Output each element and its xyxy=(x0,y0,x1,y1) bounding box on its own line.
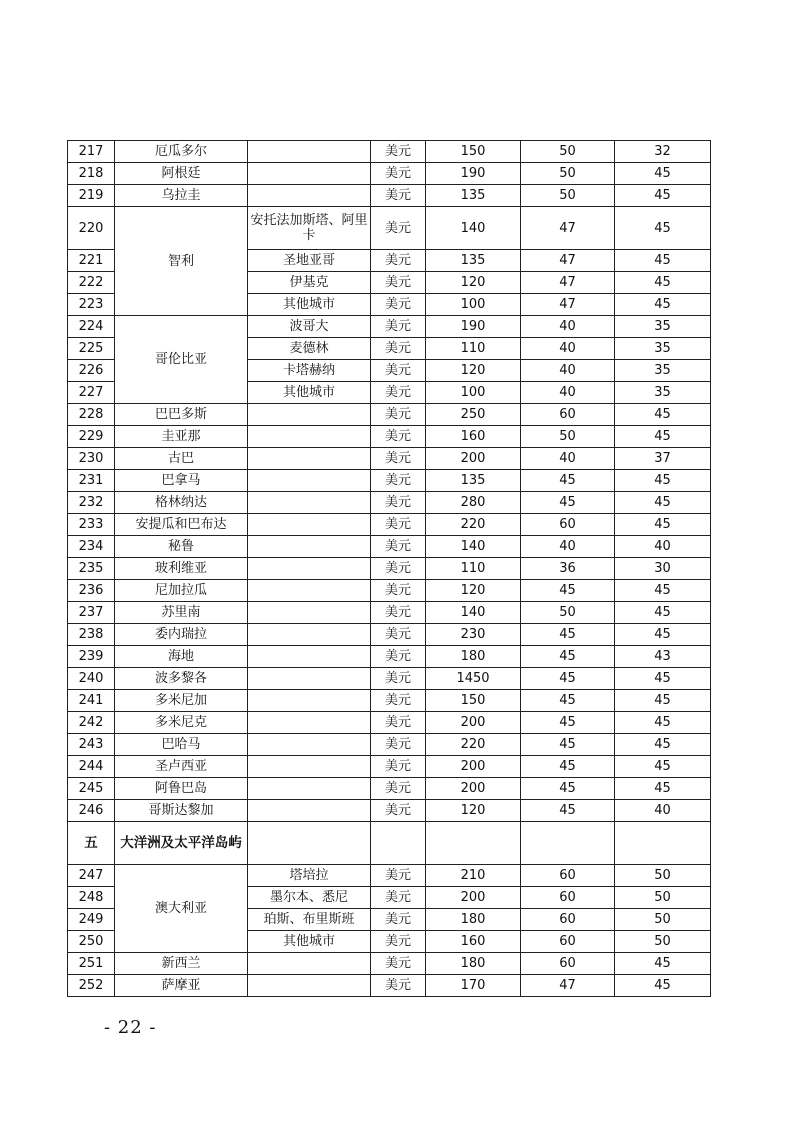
value-b-cell: 60 xyxy=(521,514,615,536)
currency-cell: 美元 xyxy=(371,602,426,624)
country-cell: 阿鲁巴岛 xyxy=(115,778,248,800)
value-c-cell: 30 xyxy=(615,558,711,580)
currency-cell: 美元 xyxy=(371,426,426,448)
table-row xyxy=(68,712,711,734)
country-cell: 波多黎各 xyxy=(115,668,248,690)
table-row xyxy=(68,141,711,163)
country-cell: 秘鲁 xyxy=(115,536,248,558)
table-row xyxy=(68,426,711,448)
value-c-cell: 45 xyxy=(615,668,711,690)
table-row xyxy=(68,734,711,756)
currency-cell: 美元 xyxy=(371,800,426,822)
value-b-cell: 60 xyxy=(521,865,615,887)
value-c-cell: 35 xyxy=(615,316,711,338)
row-number-cell: 238 xyxy=(68,624,115,646)
value-c-cell: 50 xyxy=(615,887,711,909)
value-c-cell: 45 xyxy=(615,207,711,250)
currency-cell: 美元 xyxy=(371,909,426,931)
table-row xyxy=(68,975,711,997)
empty-cell xyxy=(248,822,371,865)
value-c-cell: 35 xyxy=(615,382,711,404)
city-cell xyxy=(248,514,371,536)
table-row xyxy=(68,207,711,250)
table-row xyxy=(68,492,711,514)
value-c-cell: 45 xyxy=(615,404,711,426)
currency-cell: 美元 xyxy=(371,690,426,712)
value-b-cell: 45 xyxy=(521,712,615,734)
row-number-cell: 247 xyxy=(68,865,115,887)
currency-cell: 美元 xyxy=(371,536,426,558)
row-number-cell: 234 xyxy=(68,536,115,558)
country-cell: 委内瑞拉 xyxy=(115,624,248,646)
value-b-cell: 45 xyxy=(521,492,615,514)
empty-cell xyxy=(521,822,615,865)
value-a-cell: 150 xyxy=(426,690,521,712)
value-c-cell: 45 xyxy=(615,163,711,185)
currency-cell: 美元 xyxy=(371,624,426,646)
value-a-cell: 170 xyxy=(426,975,521,997)
city-cell: 其他城市 xyxy=(248,382,371,404)
value-c-cell: 45 xyxy=(615,712,711,734)
currency-cell: 美元 xyxy=(371,712,426,734)
value-a-cell: 140 xyxy=(426,207,521,250)
value-c-cell: 45 xyxy=(615,580,711,602)
currency-cell: 美元 xyxy=(371,668,426,690)
currency-cell: 美元 xyxy=(371,338,426,360)
value-b-cell: 50 xyxy=(521,141,615,163)
value-a-cell: 280 xyxy=(426,492,521,514)
row-number-cell: 246 xyxy=(68,800,115,822)
row-number-cell: 250 xyxy=(68,931,115,953)
row-number-cell: 225 xyxy=(68,338,115,360)
row-number-cell: 243 xyxy=(68,734,115,756)
value-a-cell: 110 xyxy=(426,338,521,360)
value-c-cell: 45 xyxy=(615,272,711,294)
country-cell: 萨摩亚 xyxy=(115,975,248,997)
currency-cell: 美元 xyxy=(371,975,426,997)
table-body xyxy=(68,141,711,997)
city-cell: 墨尔本、悉尼 xyxy=(248,887,371,909)
city-cell: 圣地亚哥 xyxy=(248,250,371,272)
currency-cell: 美元 xyxy=(371,734,426,756)
value-b-cell: 45 xyxy=(521,470,615,492)
currency-cell: 美元 xyxy=(371,580,426,602)
city-cell: 伊基克 xyxy=(248,272,371,294)
currency-cell: 美元 xyxy=(371,778,426,800)
value-c-cell: 45 xyxy=(615,492,711,514)
country-cell: 圣卢西亚 xyxy=(115,756,248,778)
value-c-cell: 45 xyxy=(615,294,711,316)
city-cell xyxy=(248,712,371,734)
value-a-cell: 210 xyxy=(426,865,521,887)
value-c-cell: 50 xyxy=(615,931,711,953)
table-row xyxy=(68,448,711,470)
country-cell: 古巴 xyxy=(115,448,248,470)
country-cell: 圭亚那 xyxy=(115,426,248,448)
value-b-cell: 60 xyxy=(521,887,615,909)
city-cell xyxy=(248,426,371,448)
city-cell xyxy=(248,756,371,778)
currency-cell: 美元 xyxy=(371,931,426,953)
currency-cell: 美元 xyxy=(371,207,426,250)
city-cell xyxy=(248,163,371,185)
currency-cell: 美元 xyxy=(371,756,426,778)
city-cell xyxy=(248,734,371,756)
value-b-cell: 45 xyxy=(521,778,615,800)
country-cell: 阿根廷 xyxy=(115,163,248,185)
value-a-cell: 180 xyxy=(426,909,521,931)
currency-cell: 美元 xyxy=(371,185,426,207)
city-cell xyxy=(248,668,371,690)
city-cell: 麦德林 xyxy=(248,338,371,360)
value-c-cell: 45 xyxy=(615,250,711,272)
value-a-cell: 230 xyxy=(426,624,521,646)
value-c-cell: 35 xyxy=(615,338,711,360)
currency-cell: 美元 xyxy=(371,492,426,514)
row-number-cell: 245 xyxy=(68,778,115,800)
country-cell: 乌拉圭 xyxy=(115,185,248,207)
value-c-cell: 37 xyxy=(615,448,711,470)
value-c-cell: 43 xyxy=(615,646,711,668)
country-cell: 巴哈马 xyxy=(115,734,248,756)
row-number-cell: 252 xyxy=(68,975,115,997)
value-c-cell: 35 xyxy=(615,360,711,382)
row-number-cell: 226 xyxy=(68,360,115,382)
table-row xyxy=(68,580,711,602)
value-a-cell: 120 xyxy=(426,580,521,602)
value-a-cell: 135 xyxy=(426,185,521,207)
city-cell xyxy=(248,602,371,624)
value-a-cell: 120 xyxy=(426,360,521,382)
country-cell: 澳大利亚 xyxy=(115,865,248,953)
value-b-cell: 50 xyxy=(521,163,615,185)
row-number-cell: 240 xyxy=(68,668,115,690)
table-row xyxy=(68,470,711,492)
country-cell: 哥斯达黎加 xyxy=(115,800,248,822)
city-cell: 卡塔赫纳 xyxy=(248,360,371,382)
currency-cell: 美元 xyxy=(371,887,426,909)
table-row xyxy=(68,865,711,887)
currency-cell: 美元 xyxy=(371,514,426,536)
row-number-cell: 227 xyxy=(68,382,115,404)
value-b-cell: 60 xyxy=(521,404,615,426)
table-row xyxy=(68,163,711,185)
currency-cell: 美元 xyxy=(371,448,426,470)
table-row xyxy=(68,646,711,668)
value-a-cell: 100 xyxy=(426,294,521,316)
value-c-cell: 32 xyxy=(615,141,711,163)
value-c-cell: 50 xyxy=(615,909,711,931)
allowance-table xyxy=(67,140,711,997)
city-cell xyxy=(248,558,371,580)
section-row xyxy=(68,822,711,865)
city-cell xyxy=(248,646,371,668)
value-a-cell: 220 xyxy=(426,514,521,536)
city-cell xyxy=(248,141,371,163)
city-cell xyxy=(248,492,371,514)
country-cell: 厄瓜多尔 xyxy=(115,141,248,163)
value-b-cell: 40 xyxy=(521,360,615,382)
value-a-cell: 180 xyxy=(426,646,521,668)
row-number-cell: 235 xyxy=(68,558,115,580)
table-row xyxy=(68,953,711,975)
table-row xyxy=(68,778,711,800)
row-number-cell: 232 xyxy=(68,492,115,514)
value-b-cell: 40 xyxy=(521,536,615,558)
value-a-cell: 160 xyxy=(426,931,521,953)
city-cell xyxy=(248,185,371,207)
country-cell: 安提瓜和巴布达 xyxy=(115,514,248,536)
value-b-cell: 60 xyxy=(521,931,615,953)
table-row xyxy=(68,404,711,426)
value-b-cell: 50 xyxy=(521,185,615,207)
table-row xyxy=(68,800,711,822)
country-cell: 格林纳达 xyxy=(115,492,248,514)
currency-cell: 美元 xyxy=(371,163,426,185)
value-c-cell: 45 xyxy=(615,734,711,756)
value-a-cell: 200 xyxy=(426,712,521,734)
row-number-cell: 229 xyxy=(68,426,115,448)
value-a-cell: 200 xyxy=(426,448,521,470)
value-b-cell: 47 xyxy=(521,975,615,997)
value-a-cell: 190 xyxy=(426,316,521,338)
country-cell: 海地 xyxy=(115,646,248,668)
table-row xyxy=(68,602,711,624)
value-b-cell: 47 xyxy=(521,207,615,250)
value-b-cell: 40 xyxy=(521,338,615,360)
row-number-cell: 219 xyxy=(68,185,115,207)
table-row xyxy=(68,624,711,646)
country-cell: 哥伦比亚 xyxy=(115,316,248,404)
row-number-cell: 217 xyxy=(68,141,115,163)
city-cell xyxy=(248,975,371,997)
value-a-cell: 200 xyxy=(426,778,521,800)
value-c-cell: 45 xyxy=(615,778,711,800)
row-number-cell: 231 xyxy=(68,470,115,492)
row-number-cell: 244 xyxy=(68,756,115,778)
value-b-cell: 40 xyxy=(521,316,615,338)
country-cell: 多米尼克 xyxy=(115,712,248,734)
row-number-cell: 220 xyxy=(68,207,115,250)
value-c-cell: 40 xyxy=(615,536,711,558)
value-c-cell: 40 xyxy=(615,800,711,822)
value-b-cell: 47 xyxy=(521,272,615,294)
country-cell: 尼加拉瓜 xyxy=(115,580,248,602)
city-cell xyxy=(248,778,371,800)
row-number-cell: 228 xyxy=(68,404,115,426)
city-cell: 其他城市 xyxy=(248,294,371,316)
row-number-cell: 233 xyxy=(68,514,115,536)
row-number-cell: 249 xyxy=(68,909,115,931)
value-a-cell: 110 xyxy=(426,558,521,580)
value-b-cell: 60 xyxy=(521,909,615,931)
value-b-cell: 45 xyxy=(521,580,615,602)
value-a-cell: 160 xyxy=(426,426,521,448)
value-c-cell: 45 xyxy=(615,690,711,712)
currency-cell: 美元 xyxy=(371,382,426,404)
empty-cell xyxy=(371,822,426,865)
value-b-cell: 50 xyxy=(521,602,615,624)
currency-cell: 美元 xyxy=(371,250,426,272)
value-a-cell: 135 xyxy=(426,250,521,272)
value-b-cell: 45 xyxy=(521,624,615,646)
value-b-cell: 45 xyxy=(521,690,615,712)
country-cell: 新西兰 xyxy=(115,953,248,975)
value-b-cell: 40 xyxy=(521,448,615,470)
value-a-cell: 200 xyxy=(426,887,521,909)
city-cell: 珀斯、布里斯班 xyxy=(248,909,371,931)
value-a-cell: 120 xyxy=(426,272,521,294)
city-cell xyxy=(248,536,371,558)
city-cell xyxy=(248,953,371,975)
city-cell: 安托法加斯塔、阿里卡 xyxy=(248,207,371,250)
value-c-cell: 45 xyxy=(615,624,711,646)
currency-cell: 美元 xyxy=(371,470,426,492)
row-number-cell: 237 xyxy=(68,602,115,624)
table-row xyxy=(68,668,711,690)
row-number-cell: 221 xyxy=(68,250,115,272)
value-b-cell: 45 xyxy=(521,756,615,778)
value-b-cell: 40 xyxy=(521,382,615,404)
value-a-cell: 120 xyxy=(426,800,521,822)
value-b-cell: 47 xyxy=(521,250,615,272)
table-row xyxy=(68,536,711,558)
value-b-cell: 60 xyxy=(521,953,615,975)
page-number: - 22 - xyxy=(104,1017,157,1038)
row-number-cell: 242 xyxy=(68,712,115,734)
table-row xyxy=(68,756,711,778)
value-c-cell: 45 xyxy=(615,426,711,448)
section-number-cell: 五 xyxy=(68,822,115,865)
row-number-cell: 222 xyxy=(68,272,115,294)
currency-cell: 美元 xyxy=(371,141,426,163)
city-cell xyxy=(248,800,371,822)
value-c-cell: 45 xyxy=(615,602,711,624)
row-number-cell: 239 xyxy=(68,646,115,668)
table-row xyxy=(68,558,711,580)
city-cell xyxy=(248,690,371,712)
value-c-cell: 50 xyxy=(615,865,711,887)
country-cell: 多米尼加 xyxy=(115,690,248,712)
currency-cell: 美元 xyxy=(371,953,426,975)
country-cell: 巴拿马 xyxy=(115,470,248,492)
empty-cell xyxy=(426,822,521,865)
row-number-cell: 223 xyxy=(68,294,115,316)
value-a-cell: 140 xyxy=(426,602,521,624)
value-c-cell: 45 xyxy=(615,975,711,997)
country-cell: 巴巴多斯 xyxy=(115,404,248,426)
currency-cell: 美元 xyxy=(371,316,426,338)
currency-cell: 美元 xyxy=(371,558,426,580)
currency-cell: 美元 xyxy=(371,404,426,426)
value-b-cell: 45 xyxy=(521,734,615,756)
row-number-cell: 230 xyxy=(68,448,115,470)
table-row xyxy=(68,316,711,338)
value-b-cell: 36 xyxy=(521,558,615,580)
empty-cell xyxy=(615,822,711,865)
country-cell: 苏里南 xyxy=(115,602,248,624)
row-number-cell: 251 xyxy=(68,953,115,975)
currency-cell: 美元 xyxy=(371,272,426,294)
city-cell: 波哥大 xyxy=(248,316,371,338)
value-c-cell: 45 xyxy=(615,514,711,536)
value-c-cell: 45 xyxy=(615,470,711,492)
value-a-cell: 220 xyxy=(426,734,521,756)
currency-cell: 美元 xyxy=(371,646,426,668)
currency-cell: 美元 xyxy=(371,360,426,382)
value-c-cell: 45 xyxy=(615,185,711,207)
city-cell xyxy=(248,404,371,426)
value-b-cell: 45 xyxy=(521,646,615,668)
value-c-cell: 45 xyxy=(615,756,711,778)
value-b-cell: 47 xyxy=(521,294,615,316)
value-a-cell: 180 xyxy=(426,953,521,975)
table-row xyxy=(68,514,711,536)
country-cell: 智利 xyxy=(115,207,248,316)
city-cell: 其他城市 xyxy=(248,931,371,953)
table-row xyxy=(68,690,711,712)
value-c-cell: 45 xyxy=(615,953,711,975)
row-number-cell: 236 xyxy=(68,580,115,602)
value-b-cell: 50 xyxy=(521,426,615,448)
city-cell xyxy=(248,470,371,492)
value-a-cell: 190 xyxy=(426,163,521,185)
country-cell: 玻利维亚 xyxy=(115,558,248,580)
value-b-cell: 45 xyxy=(521,800,615,822)
city-cell: 塔培拉 xyxy=(248,865,371,887)
section-title-cell: 大洋洲及太平洋岛屿 xyxy=(115,822,248,865)
value-a-cell: 100 xyxy=(426,382,521,404)
row-number-cell: 218 xyxy=(68,163,115,185)
table-row xyxy=(68,185,711,207)
city-cell xyxy=(248,580,371,602)
currency-cell: 美元 xyxy=(371,865,426,887)
currency-cell: 美元 xyxy=(371,294,426,316)
value-a-cell: 200 xyxy=(426,756,521,778)
value-a-cell: 150 xyxy=(426,141,521,163)
value-b-cell: 45 xyxy=(521,668,615,690)
value-a-cell: 135 xyxy=(426,470,521,492)
row-number-cell: 224 xyxy=(68,316,115,338)
value-a-cell: 250 xyxy=(426,404,521,426)
row-number-cell: 248 xyxy=(68,887,115,909)
value-a-cell: 140 xyxy=(426,536,521,558)
city-cell xyxy=(248,448,371,470)
value-a-cell: 1450 xyxy=(426,668,521,690)
city-cell xyxy=(248,624,371,646)
row-number-cell: 241 xyxy=(68,690,115,712)
